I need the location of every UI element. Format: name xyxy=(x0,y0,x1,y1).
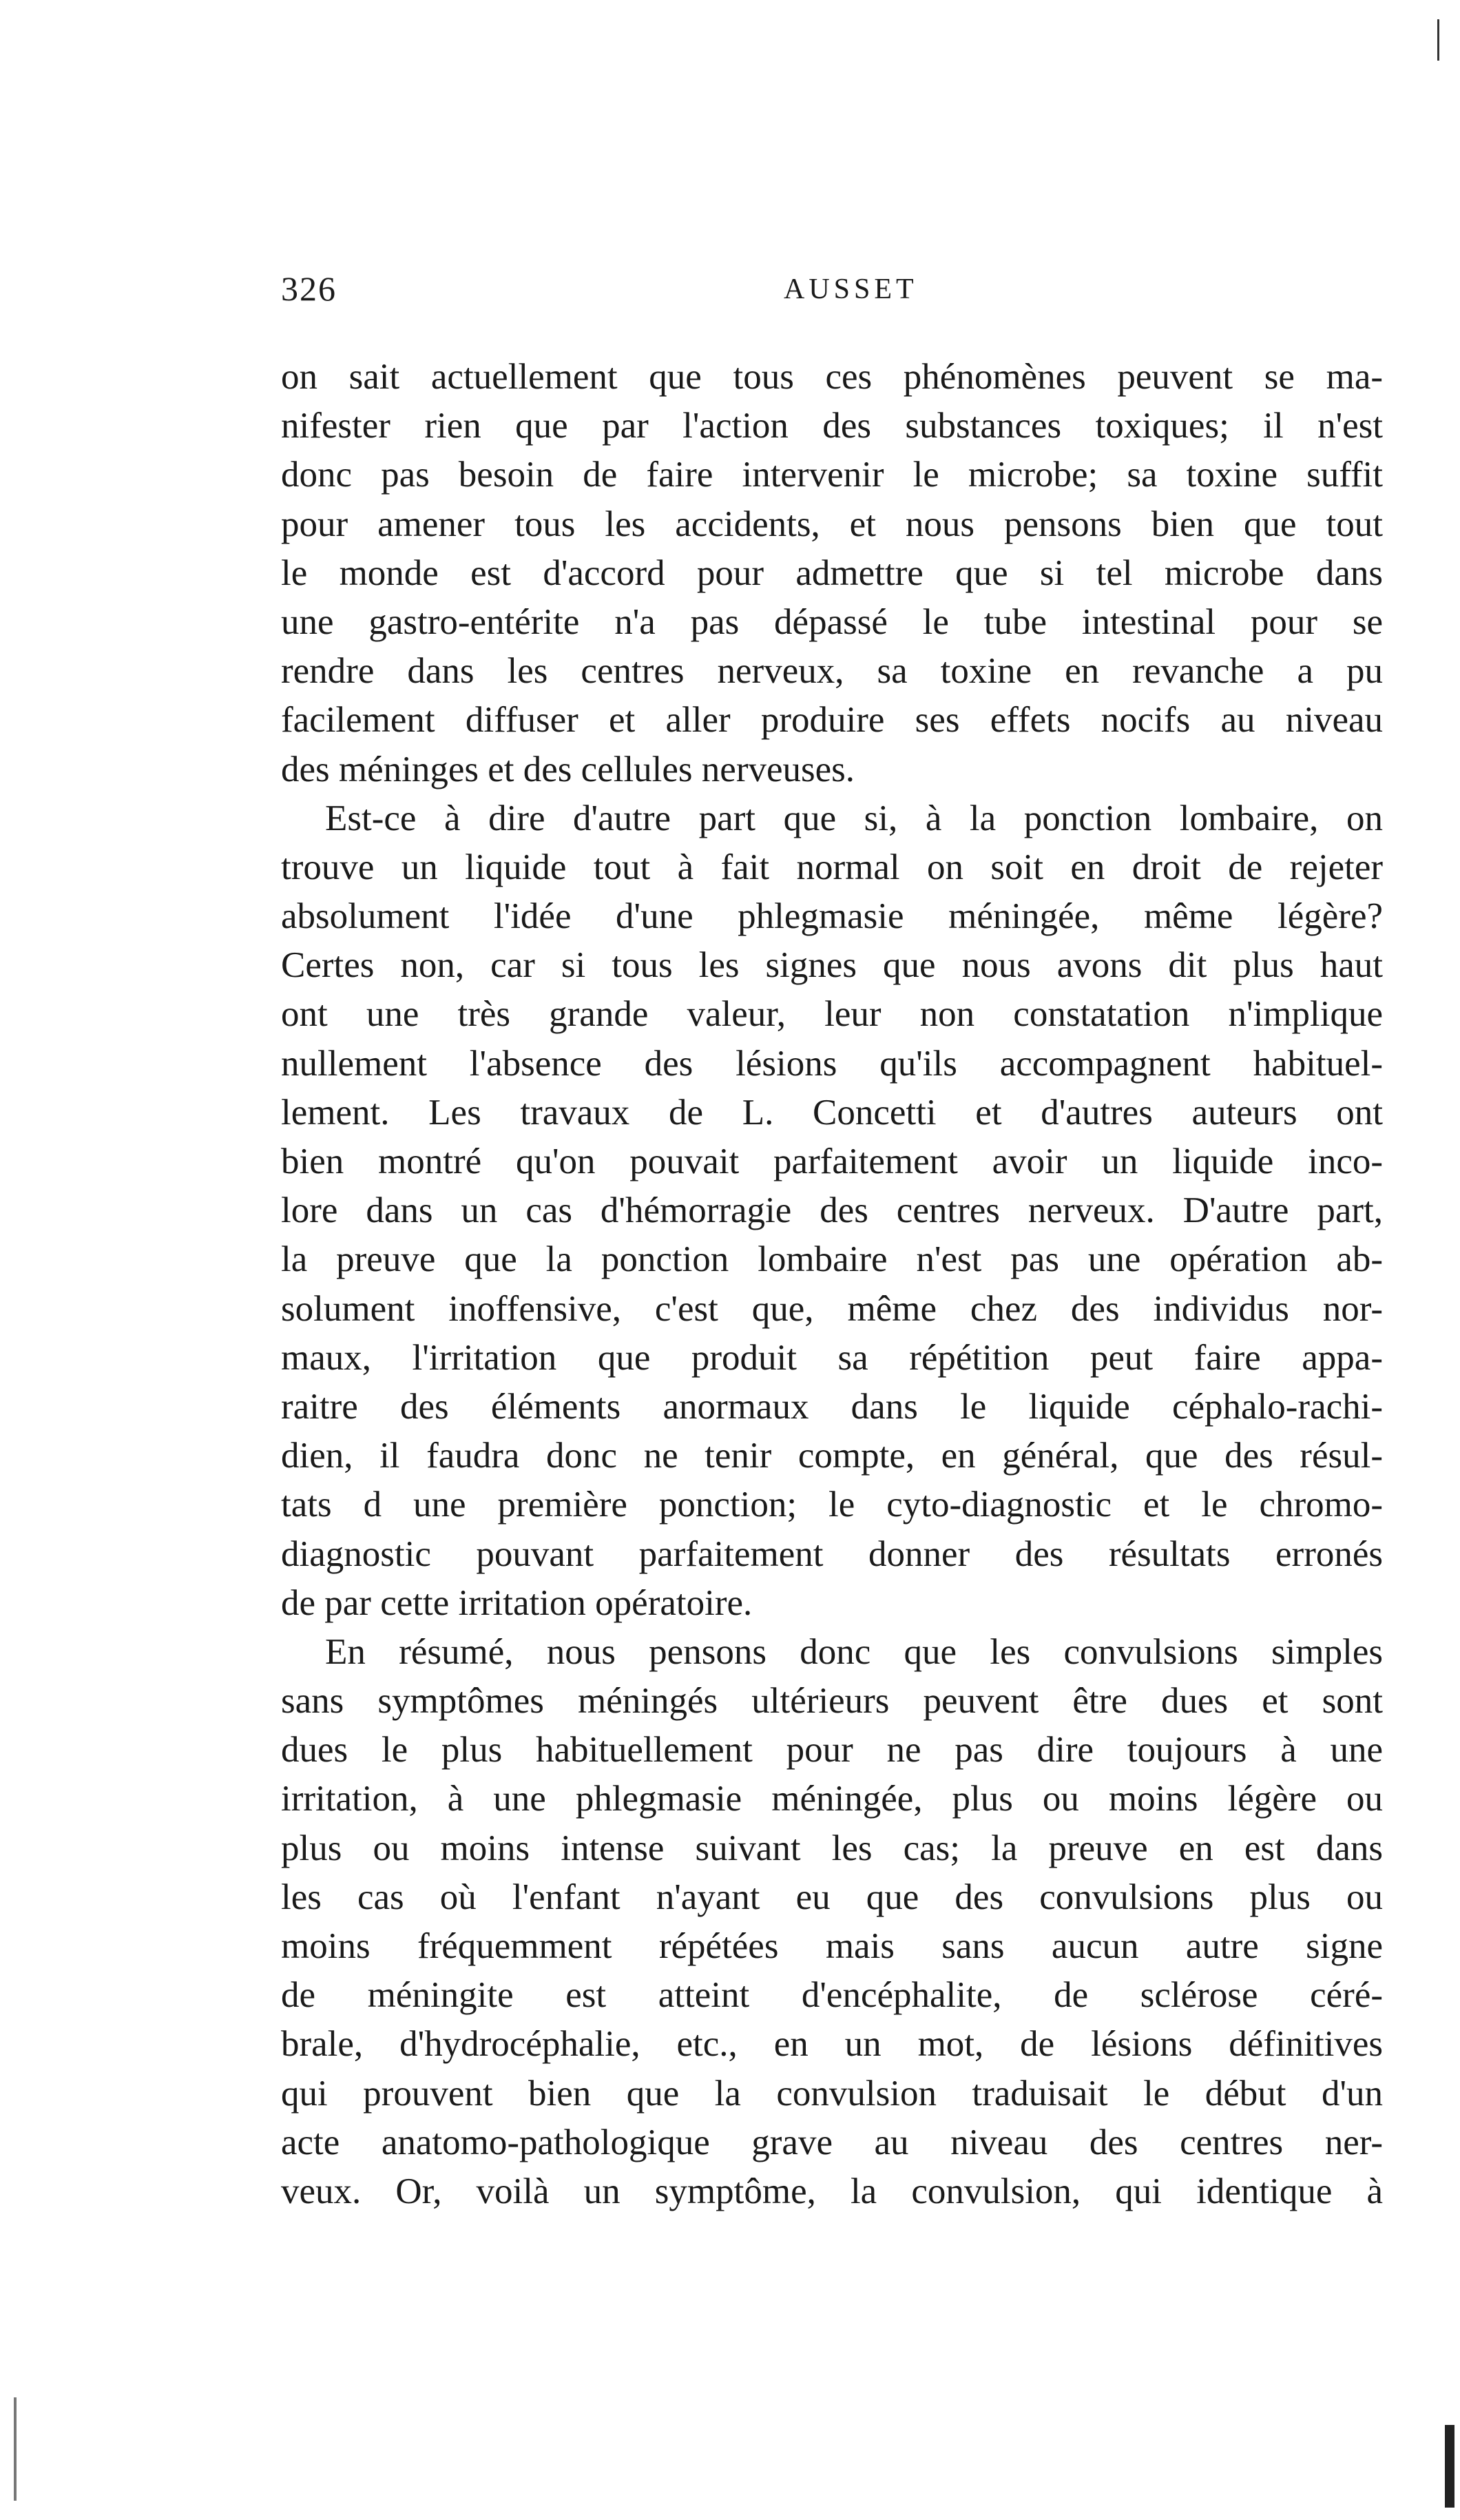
text-line: le monde est d'accord pour admettre que si tel microbe dans xyxy=(281,552,1383,593)
text-line: Certes non, car si tous les signes que nous avons dit plus haut xyxy=(281,945,1383,986)
text-line: trouve un liquide tout à fait normal on soit en droit de rejeter xyxy=(281,847,1383,887)
paragraph xyxy=(281,1628,1383,2216)
text-line: tats d une première ponction; le cyto-diagnostic et le chromo- xyxy=(281,1485,1383,1525)
page-number: 326 xyxy=(281,269,337,308)
text-line: de méningite est atteint d'encéphalite, de sclérose céré- xyxy=(281,1975,1383,2016)
text-line: En résumé, nous pensons donc que les convulsions simples xyxy=(325,1631,1383,1672)
text-line: on sait actuellement que tous ces phénomènes peuvent se ma- xyxy=(281,357,1383,397)
scan-edge-mark xyxy=(14,2397,17,2501)
paragraph xyxy=(281,353,1383,794)
text-line: dien, il faudra donc ne tenir compte, en général, que des résul- xyxy=(281,1436,1383,1476)
text-line: bien montré qu'on pouvait parfaitement avoir un liquide inco- xyxy=(281,1142,1383,1181)
text-line: absolument l'idée d'une phlegmasie méningée, même légère? xyxy=(281,896,1383,937)
page-header xyxy=(281,269,1383,324)
text-line: ont une très grande valeur, leur non constatation n'implique xyxy=(281,994,1383,1035)
text-line: plus ou moins intense suivant les cas; la preuve en est dans xyxy=(281,1828,1383,1868)
text-line: nullement l'absence des lésions qu'ils accompagnent habituel- xyxy=(281,1043,1383,1084)
text-line: sans symptômes méningés ultérieurs peuvent être dues et sont xyxy=(281,1681,1383,1722)
text-line: une gastro-entérite n'a pas dépassé le tube intestinal pour se xyxy=(281,601,1383,642)
scan-edge-mark xyxy=(1445,2425,1454,2508)
paragraph xyxy=(281,794,1383,1628)
text-line: qui prouvent bien que la convulsion traduisait le début d'un xyxy=(281,2073,1383,2114)
text-line: lement. Les travaux de L. Concetti et d'autres auteurs ont xyxy=(281,1092,1383,1133)
text-line: moins fréquemment répétées mais sans aucun autre signe xyxy=(281,1926,1383,1966)
text-line: solument inoffensive, c'est que, même chez des individus nor- xyxy=(281,1288,1383,1329)
text-line: raitre des éléments anormaux dans le liquide céphalo-rachi- xyxy=(281,1386,1383,1427)
text-line: brale, d'hydrocéphalie, etc., en un mot, de lésions définitives xyxy=(281,2024,1383,2065)
text-line: rendre dans les centres nerveux, sa toxine en revanche a pu xyxy=(281,651,1383,692)
text-line: pour amener tous les accidents, et nous pensons bien que tout xyxy=(281,504,1383,544)
margin-mark xyxy=(1437,19,1439,61)
text-line: donc pas besoin de faire intervenir le microbe; sa toxine suffit xyxy=(281,455,1383,495)
text-line: veux. Or, voilà un symptôme, la convulsion, qui identique à xyxy=(281,2171,1383,2211)
text-line: la preuve que la ponction lombaire n'est pas une opération ab- xyxy=(281,1239,1383,1280)
text-line: des méninges et des cellules nerveuses. xyxy=(281,749,855,789)
text-line: les cas où l'enfant n'ayant eu que des convulsions plus ou xyxy=(281,1877,1383,1917)
text-line: irritation, à une phlegmasie méningée, plus ou moins légère ou xyxy=(281,1779,1383,1819)
text-line: Est-ce à dire d'autre part que si, à la ponction lombaire, on xyxy=(325,798,1383,838)
body-text xyxy=(281,353,1383,2216)
text-line: de par cette irritation opératoire. xyxy=(281,1582,753,1623)
text-line: diagnostic pouvant parfaitement donner des résultats erronés xyxy=(281,1533,1383,1574)
text-line: lore dans un cas d'hémorragie des centres nerveux. D'autre part, xyxy=(281,1190,1383,1231)
text-line: nifester rien que par l'action des substances toxiques; il n'est xyxy=(281,406,1383,446)
text-line: acte anatomo-pathologique grave au niveau des centres ner- xyxy=(281,2122,1383,2162)
text-line: maux, l'irritation que produit sa répétition peut faire appa- xyxy=(281,1337,1383,1378)
text-line: facilement diffuser et aller produire ses effets nocifs au niveau xyxy=(281,700,1383,741)
text-line: dues le plus habituellement pour ne pas dire toujours à une xyxy=(281,1730,1383,1770)
running-head: AUSSET xyxy=(784,273,918,305)
